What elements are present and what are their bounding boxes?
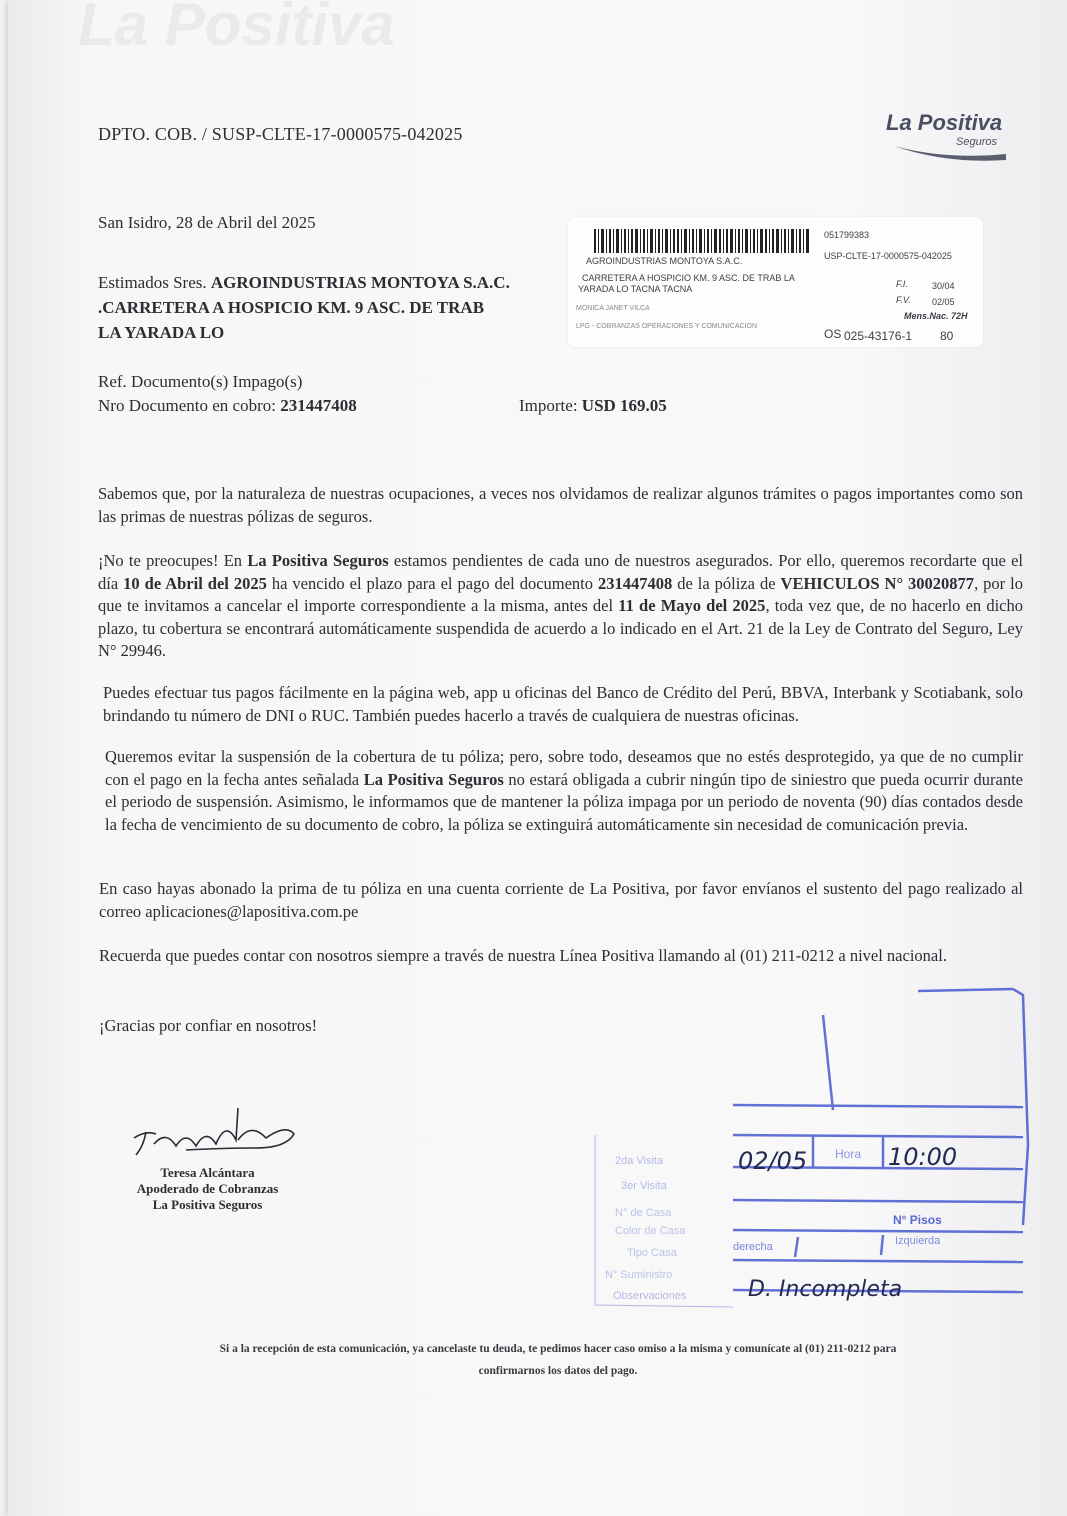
label-company: AGROINDUSTRIAS MONTOYA S.A.C. xyxy=(586,256,743,266)
hour-label: Hora xyxy=(835,1147,862,1161)
paragraph-6: Recuerda que puedes contar con nosotros siempre a través de nuestra Línea Positiva llamando al (01) 211-0212 a nivel nacional. xyxy=(99,946,947,965)
house-color-label: Color de Casa xyxy=(615,1225,686,1237)
right-label: derecha xyxy=(733,1241,773,1253)
address-line-2-text: LA YARADA LO xyxy=(98,323,225,342)
hour-value: 10:00 xyxy=(888,1143,958,1171)
os-count: 80 xyxy=(940,329,954,343)
label-address-2: YARADA LO TACNA TACNA xyxy=(578,284,693,294)
p2-deadline: 11 de Mayo del 2025 xyxy=(618,596,766,615)
reference-block xyxy=(98,370,357,418)
os-value: 025-43176-1 xyxy=(844,329,913,343)
visit-stamp xyxy=(583,985,1053,1315)
footer-note xyxy=(118,1338,998,1382)
paragraph-3: Puedes efectuar tus pagos fácilmente en la página web, app u oficinas del Banco de Crédito del Perú, BBVA, Interbank y Scotiabank, solo brindando tu número de DNI o RUC. También puedes hacerlo a través de cualquiera de nuestras oficinas. xyxy=(103,683,1023,725)
label-department: LPG - COBRANZAS OPERACIONES Y COMUNICACION xyxy=(576,323,757,330)
recipient-line-1 xyxy=(98,270,510,295)
p2-text-g: de la póliza de xyxy=(672,573,781,593)
logo-sub: Seguros xyxy=(956,136,997,148)
p4-text-a: Queremos evitar la suspensión de la cobertura de tu póliza; pero, sobre todo, deseamos que no estés desprotegido, ya que de no cumplir con el pago en la fecha antes señalada xyxy=(105,747,1023,789)
footer-line-1: Si a la recepción de esta comunicación, ya cancelaste tu deuda, te pedimos hacer caso omiso a la misma y comunícate al (01) 211-0212 para xyxy=(219,1343,897,1355)
visit-2-date: 02/05 xyxy=(738,1147,808,1175)
salutation: Estimados Sres. xyxy=(98,273,207,292)
document-number-value: 231447408 xyxy=(280,396,357,415)
observations-value: D. Incompleta xyxy=(748,1277,903,1302)
address-line-1-text: .CARRETERA A HOSPICIO KM. 9 ASC. DE TRAB xyxy=(98,298,485,317)
p2-text-a: ¡No te preocupes! En xyxy=(98,551,248,570)
label-address-1: CARRETERA A HOSPICIO KM. 9 ASC. DE TRAB LA xyxy=(582,273,795,283)
ref-documents: Ref. Documento(s) Impago(s) xyxy=(98,372,303,391)
barcode-number: 051799383 xyxy=(824,230,870,240)
floors-label: N° Pisos xyxy=(893,1213,942,1227)
label-code: USP-CLTE-17-0000575-042025 xyxy=(824,251,952,261)
stamp-frame-icon xyxy=(583,985,1053,1315)
mailing-label xyxy=(568,217,983,347)
document-number-row xyxy=(98,394,357,418)
visit-3-label: 3er Visita xyxy=(621,1180,667,1192)
recipient-company: AGROINDUSTRIAS MONTOYA S.A.C. xyxy=(210,273,510,292)
house-number-label: N° de Casa xyxy=(615,1207,672,1219)
company-logo xyxy=(886,110,1016,170)
letter-page xyxy=(8,0,1067,1516)
left-label: Izquierda xyxy=(895,1235,941,1247)
recipient-address-line-1 xyxy=(98,295,510,320)
fv-label: F.V. xyxy=(896,295,911,305)
signer-company: La Positiva Seguros xyxy=(152,1197,263,1212)
observations-label: Observaciones xyxy=(613,1290,687,1302)
mens-nac: Mens.Nac. 72H xyxy=(904,311,968,321)
recipient-address-line-2 xyxy=(98,320,510,345)
fi-label: F.I. xyxy=(896,279,908,289)
supply-number-label: N° Suministro xyxy=(605,1269,673,1281)
paragraph-1: Sabemos que, por la naturaleza de nuestras ocupaciones, a veces nos olvidamos de realizar algunos trámites o pagos importantes como son las primas de nuestras pólizas de seguros. xyxy=(98,484,1023,526)
p4-company: La Positiva Seguros xyxy=(363,769,504,789)
p4-text-c: no estará obligada a cubrir ningún tipo de siniestro que pueda ocurrir durante el periodo de suspensión. Asimismo, le informamos que de mantener la póliza impaga por un periodo de noventa (90) días contados desde la fecha de vencimiento de su documento de cobro, la póliza se extinguirá automáticamente sin necesidad de comunicación previa. xyxy=(105,769,1023,834)
p2-document: 231447408 xyxy=(598,573,673,593)
p2-text-c: estamos pendientes de cada uno de nuestros asegurados. Por ello, queremos recordarte que el día xyxy=(98,551,1024,593)
house-type-label: Tipo Casa xyxy=(627,1247,677,1259)
p2-text-i: , por lo que te invitamos a cancelar el importe correspondiente a la misma, antes del xyxy=(98,573,1023,615)
label-person: MONICA JANET VILCA xyxy=(576,305,650,312)
p2-text-e: ha vencido el plazo para el pago del documento xyxy=(266,573,598,593)
recipient-address xyxy=(98,270,510,345)
os-label: OS xyxy=(824,327,842,341)
barcode-icon xyxy=(594,229,809,253)
letter-date: San Isidro, 28 de Abril del 2025 xyxy=(98,213,316,232)
logo-swoosh-icon xyxy=(886,110,1016,170)
p2-policy: VEHICULOS N° 30020877 xyxy=(780,573,975,593)
logo-name: La Positiva xyxy=(886,110,1003,135)
signer-name: Teresa Alcántara xyxy=(160,1165,255,1180)
p2-text-k: , toda vez que, de no hacerlo en dicho plazo, tu cobertura se encontrará automáticamente suspendida de acuerdo a lo indicado en el Art. 21 de la Ley de Contrato del Seguro, Ley N° 29946. xyxy=(98,596,1023,660)
signature-icon xyxy=(126,1100,301,1165)
watermark: La Positiva xyxy=(78,0,395,58)
amount-value: USD 169.05 xyxy=(581,396,667,415)
paragraph-2 xyxy=(98,550,1023,663)
document-number-label: Nro Documento en cobro: xyxy=(98,396,276,415)
p2-company: La Positiva Seguros xyxy=(247,551,389,570)
paragraph-closing: ¡Gracias por confiar en nosotros! xyxy=(99,1016,318,1035)
signer-title: Apoderado de Cobranzas xyxy=(136,1181,279,1196)
footer-line-2: confirmarnos los datos del pago. xyxy=(478,1365,638,1377)
fi-value: 30/04 xyxy=(932,281,955,291)
signature-block xyxy=(120,1165,295,1213)
fv-value: 02/05 xyxy=(932,297,955,307)
paragraph-4 xyxy=(105,746,1023,836)
visit-2-label: 2da Visita xyxy=(615,1155,664,1167)
amount-label: Importe: xyxy=(519,396,578,415)
amount-row xyxy=(519,396,667,416)
department-reference: DPTO. COB. / SUSP-CLTE-17-0000575-042025 xyxy=(98,124,463,144)
p2-due-date: 10 de Abril del 2025 xyxy=(123,573,267,593)
paragraph-5: En caso hayas abonado la prima de tu póliza en una cuenta corriente de La Positiva, por favor envíanos el sustento del pago realizado al correo aplicaciones@lapositiva.com.pe xyxy=(99,879,1023,921)
